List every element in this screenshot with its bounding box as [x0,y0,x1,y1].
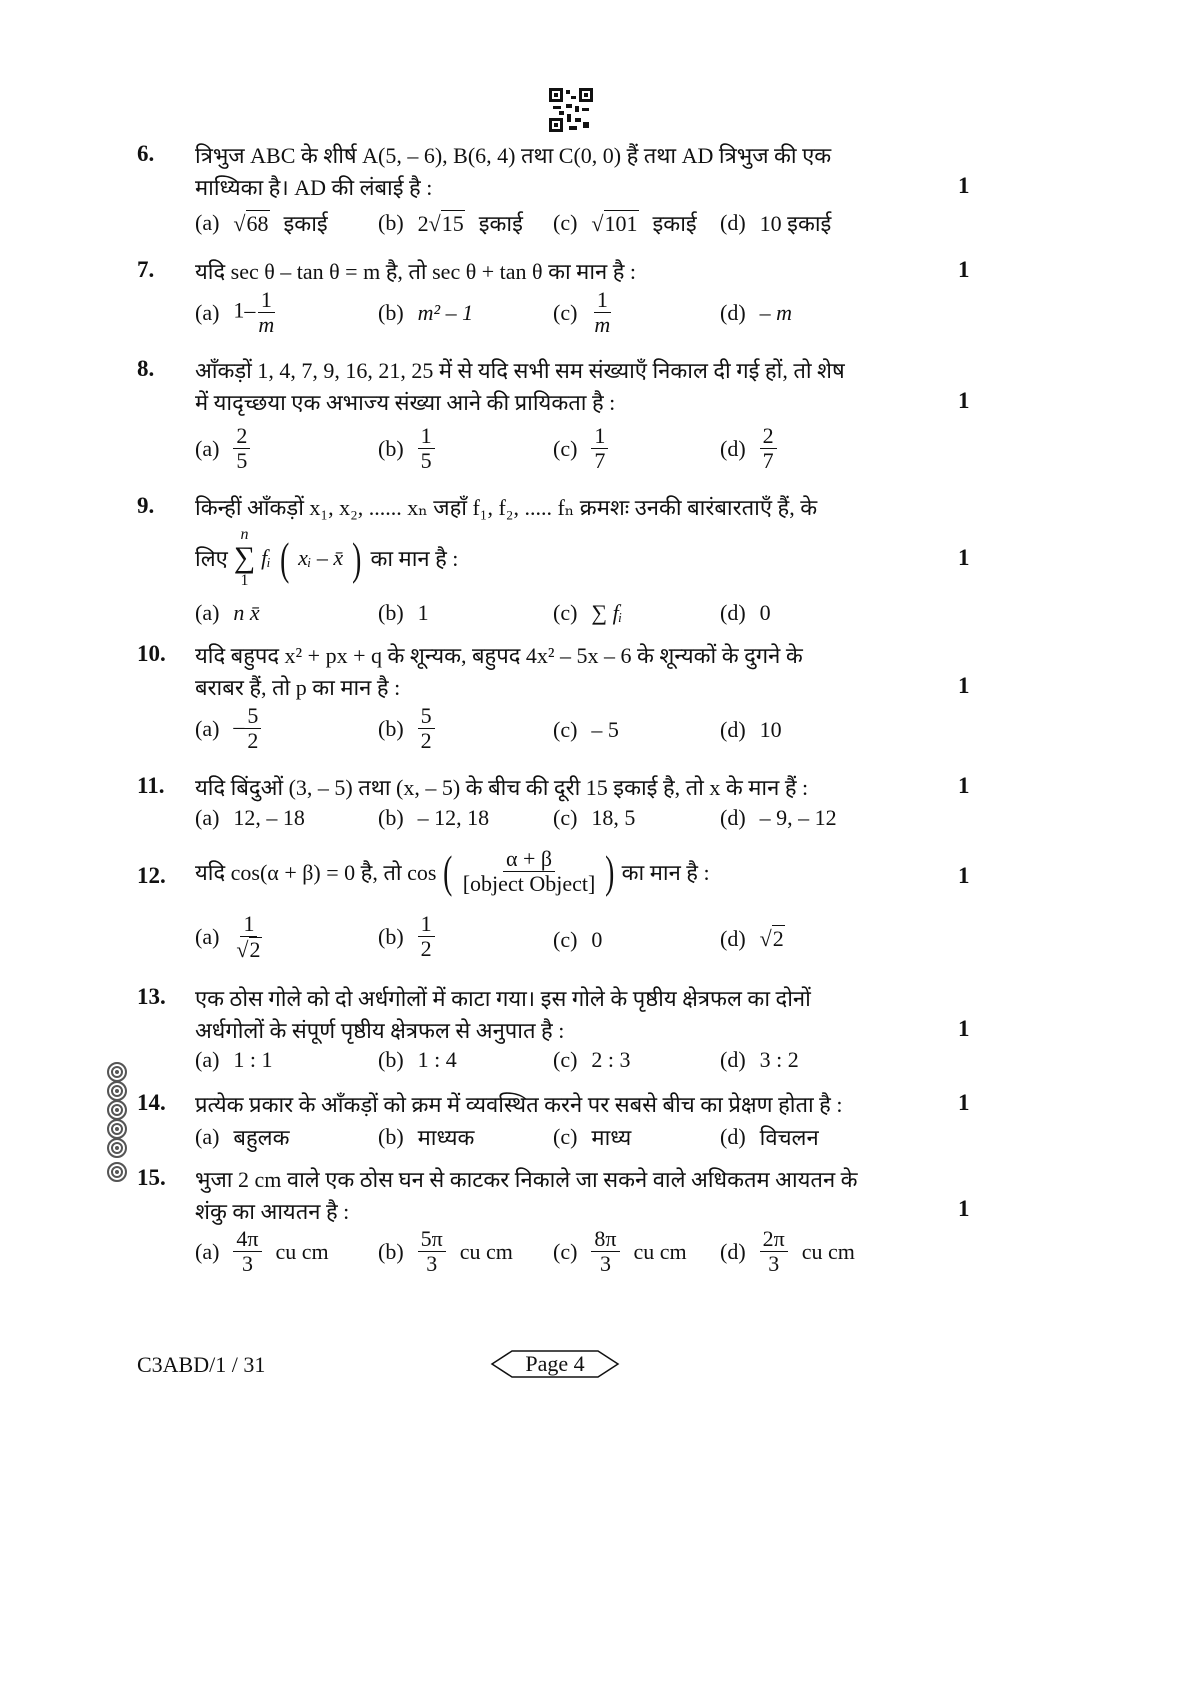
spiral-icon [107,1119,127,1139]
option-label: (d) [720,210,746,235]
option-text: 1 [417,600,429,625]
option-a [195,912,265,962]
option-a [195,600,260,626]
fraction [233,424,250,473]
marks: 1 [958,388,970,413]
denominator: m [594,312,611,338]
numerator: 1 [418,912,435,937]
question-text: यदि बिंदुओं (3, – 5) तथा (x, – 5) के बीच की दूरी 15 इकाई है, तो x के मान हैं : [195,775,809,800]
denominator: 5 [236,448,248,474]
radicand: 2 [249,937,261,963]
denominator: 5 [420,448,432,474]
text: का मान है : [370,546,459,571]
marks: 1 [958,773,970,798]
option-b [378,805,489,831]
option-label: (b) [378,923,404,949]
paper-code: C3ABD/1 / 31 [137,1352,266,1377]
option-b [378,600,429,626]
spiral-icon [107,1062,127,1082]
option-label: (a) [195,1238,220,1264]
option-label: (d) [720,717,746,742]
option-text: – 12, 18 [417,805,490,830]
radicand: 101 [604,210,638,236]
denominator: 2 [420,936,432,962]
sum-symbol: ∑ [233,541,256,574]
option-prefix: – [233,713,245,739]
option-label: (c) [553,435,578,461]
fraction [760,1227,788,1276]
numerator: 1 [594,288,611,313]
option-c [553,1227,687,1276]
sum-upper-limit: n [240,526,249,543]
option-text: – 9, – 12 [759,805,837,830]
numerator: 1 [418,424,435,449]
summation [234,527,255,589]
marks: 1 [958,173,970,198]
math-term: fᵢ [261,545,271,570]
spiral-icon [107,1162,127,1182]
option-text: m² – 1 [417,300,474,325]
option-label: (b) [378,210,404,235]
page-number-badge [490,1348,620,1380]
option-label: (b) [378,805,404,830]
question-text: किन्हीं आँकड़ों x₁, x₂, ...... xₙ जहाँ f₁, f₂, ..... fₙ क्रमशः उनकी बारंबारताएँ हैं, के [195,495,818,520]
marks: 1 [958,1090,970,1115]
question-text: एक ठोस गोले को दो अर्धगोलों में काटा गया। इस गोले के पृष्ठीय क्षेत्रफल का दोनों [195,986,811,1011]
option-text: माध्यक [417,1125,475,1150]
fraction [760,424,777,473]
option-a [195,805,305,831]
option-d [720,1227,855,1276]
option-label: (a) [195,210,220,235]
right-paren: ) [352,532,362,584]
sqrt: √ 68 [233,210,269,236]
question-number: 8. [137,356,155,381]
option-d [720,600,771,626]
denominator: m [258,312,275,338]
option-label: (d) [720,925,746,951]
fraction [233,912,264,962]
marks: 1 [958,673,970,698]
option-text: 0 [591,927,603,952]
numerator: 5 [244,704,261,729]
option-unit: cu cm [801,1238,855,1264]
question-number: 12. [137,863,166,888]
option-d [720,1047,799,1073]
fraction [591,424,608,473]
question-number: 10. [137,641,166,666]
option-a [195,208,328,238]
fraction [418,1227,446,1276]
option-label: (a) [195,924,220,950]
numerator: 1 [258,288,275,313]
option-label: (b) [378,1124,404,1149]
option-c [553,1047,631,1073]
option-label: (d) [720,1124,746,1149]
option-text: – 5 [591,717,619,742]
option-text: 1 : 1 [233,1047,273,1072]
question-number: 11. [137,773,165,798]
radicand: 15 [441,210,464,236]
option-label: (d) [720,1238,746,1264]
option-text: विचलन [759,1125,819,1150]
marks: 1 [958,1196,970,1221]
option-label: (c) [553,1238,578,1264]
option-label: (c) [553,927,578,952]
option-a [195,288,277,337]
numerator: 2 [233,424,250,449]
option-c [553,717,619,743]
text: लिए [195,546,228,571]
spiral-icon [107,1138,127,1158]
spiral-icon [107,1081,127,1101]
option-label: (c) [553,210,578,235]
denominator: 3 [768,1251,780,1277]
option-unit: cu cm [633,1238,687,1264]
denominator: 2 [247,728,259,754]
question-number: 15. [137,1165,166,1190]
option-label: (a) [195,435,220,461]
option-text: 2 : 3 [591,1047,631,1072]
option-a [195,424,250,473]
denominator: 3 [241,1251,253,1277]
fraction [460,847,599,896]
option-b [378,912,435,961]
radicand: 2 [772,926,784,951]
option-label: (a) [195,1047,220,1072]
option-text: 10 [759,717,782,742]
option-text: 18, 5 [591,805,636,830]
option-d [720,925,785,952]
option-label: (c) [553,717,578,742]
option-d [720,805,837,831]
marks: 1 [958,257,970,282]
option-c [553,208,697,238]
denominator: 3 [426,1251,438,1277]
fraction [418,424,435,473]
option-a [195,1227,329,1276]
question-number: 6. [137,141,155,166]
marks: 1 [958,1016,970,1041]
option-c [553,1122,631,1152]
sqrt: 2 √ 15 [417,210,464,236]
option-b [378,208,523,238]
option-label: (c) [553,299,578,325]
numerator: 1 [240,912,257,937]
numerator: 4π [233,1227,261,1252]
option-a [195,704,261,753]
option-label: (a) [195,715,220,741]
option-label: (b) [378,1047,404,1072]
coefficient: 2 [417,210,429,236]
option-label: (c) [553,1124,578,1149]
option-text: 10 इकाई [759,211,832,236]
denominator: [object Object] [462,871,596,896]
option-d [720,717,782,743]
question-text: अर्धगोलों के संपूर्ण पृष्ठीय क्षेत्रफल से अनुपात है : [195,1018,565,1043]
numerator: 5π [418,1227,446,1252]
option-label: (d) [720,435,746,461]
denominator: 2 [420,728,432,754]
radicand: 68 [246,210,269,236]
denominator: 3 [599,1251,611,1277]
question-number: 13. [137,984,166,1009]
numerator: 8π [591,1227,619,1252]
left-paren: ( [279,532,290,584]
question-text: यदि sec θ – tan θ = m है, तो sec θ + tan θ का मान है : [195,259,637,284]
question-text: यदि बहुपद x² + px + q के शून्यक, बहुपद 4x² – 5x – 6 के शून्यकों के दुगने के [195,643,803,668]
spiral-icon [107,1100,127,1120]
text: यदि cos(α + β) = 0 है, तो cos [195,859,437,885]
math-term: xᵢ – x̄ [298,545,344,570]
option-d [720,208,831,238]
fraction [591,1227,619,1276]
option-text: बहुलक [233,1125,290,1150]
question-text: बराबर हैं, तो p का मान है : [195,675,401,700]
option-c [553,424,608,473]
question-text: त्रिभुज ABC के शीर्ष A(5, – 6), B(6, 4) तथा C(0, 0) हैं तथा AD त्रिभुज की एक [195,143,832,168]
numerator: α + β [503,847,555,872]
option-text: माध्य [591,1125,632,1150]
page-number: Page 4 [525,1351,585,1376]
option-unit: cu cm [459,1238,513,1264]
left-paren: ( [443,846,453,897]
sum-lower-limit: 1 [240,572,249,589]
marks: 1 [958,545,970,570]
option-label: (d) [720,1047,746,1072]
marks: 1 [958,863,970,888]
option-label: (c) [553,1047,578,1072]
option-b [378,1122,474,1152]
option-label: (b) [378,600,404,625]
option-b [378,1047,457,1073]
option-label: (d) [720,805,746,830]
question-number: 7. [137,257,155,282]
fraction [591,288,613,337]
option-d [720,300,792,326]
option-text: 0 [759,600,771,625]
fraction [255,288,277,337]
option-c [553,805,635,831]
option-text: – m [759,300,793,325]
option-unit: इकाई [283,211,328,236]
sqrt: √ 101 [591,210,638,236]
question-text: भुजा 2 cm वाले एक ठोस घन से काटकर निकाले जा सकने वाले अधिकतम आयतन के [195,1167,858,1192]
question-text: में यादृच्छया एक अभाज्य संख्या आने की प्रायिकता है : [195,390,616,415]
option-c [553,288,613,337]
text: का मान है : [621,859,710,885]
question-text [195,845,710,898]
option-unit: इकाई [478,211,523,236]
option-c [553,927,602,953]
option-c [553,600,622,626]
option-a [195,1047,273,1073]
option-text: 12, – 18 [233,805,305,830]
option-text: 1 : 4 [417,1047,457,1072]
option-label: (c) [553,600,578,625]
fraction [418,912,435,961]
option-d [720,424,777,473]
option-label: (b) [378,715,404,741]
question-text: आँकड़ों 1, 4, 7, 9, 16, 21, 25 में से यदि सभी सम संख्याएँ निकाल दी गई हों, तो शेष [195,358,845,383]
question-text-line2 [195,527,458,589]
option-b [378,424,435,473]
right-paren: ) [605,846,615,897]
option-label: (b) [378,1238,404,1264]
option-label: (a) [195,805,220,830]
sqrt: √ 2 [759,926,784,951]
option-text: n x̄ [233,600,260,625]
question-number: 14. [137,1090,166,1115]
fraction [244,704,261,753]
option-label: (a) [195,1124,220,1149]
option-text: ∑ fᵢ [591,600,623,625]
option-prefix: 1– [233,297,256,323]
numerator: 5 [418,704,435,729]
option-a [195,1122,289,1152]
option-label: (a) [195,299,220,325]
option-label: (c) [553,805,578,830]
option-label: (b) [378,300,404,325]
option-unit: cu cm [275,1238,329,1264]
numerator: 2π [760,1227,788,1252]
question-text: प्रत्येक प्रकार के आँकड़ों को क्रम में व्यवस्थित करने पर सबसे बीच का प्रेक्षण होता है : [195,1092,843,1117]
option-unit: इकाई [652,211,697,236]
option-label: (d) [720,600,746,625]
option-text: 3 : 2 [759,1047,799,1072]
option-label: (d) [720,300,746,325]
question-text: माध्यिका है। AD की लंबाई है : [195,175,433,200]
option-label: (a) [195,600,220,625]
option-d [720,1122,819,1152]
question-text: शंकु का आयतन है : [195,1199,350,1224]
numerator: 2 [760,424,777,449]
fraction [233,1227,261,1276]
denominator: 7 [762,448,774,474]
fraction [418,704,435,753]
option-b [378,1227,513,1276]
question-number: 9. [137,493,155,518]
qr-code [549,88,593,132]
denominator: 7 [594,448,606,474]
sqrt: √ 2 [236,937,261,963]
option-b [378,300,473,326]
option-b [378,704,435,753]
option-label: (b) [378,435,404,461]
numerator: 1 [591,424,608,449]
